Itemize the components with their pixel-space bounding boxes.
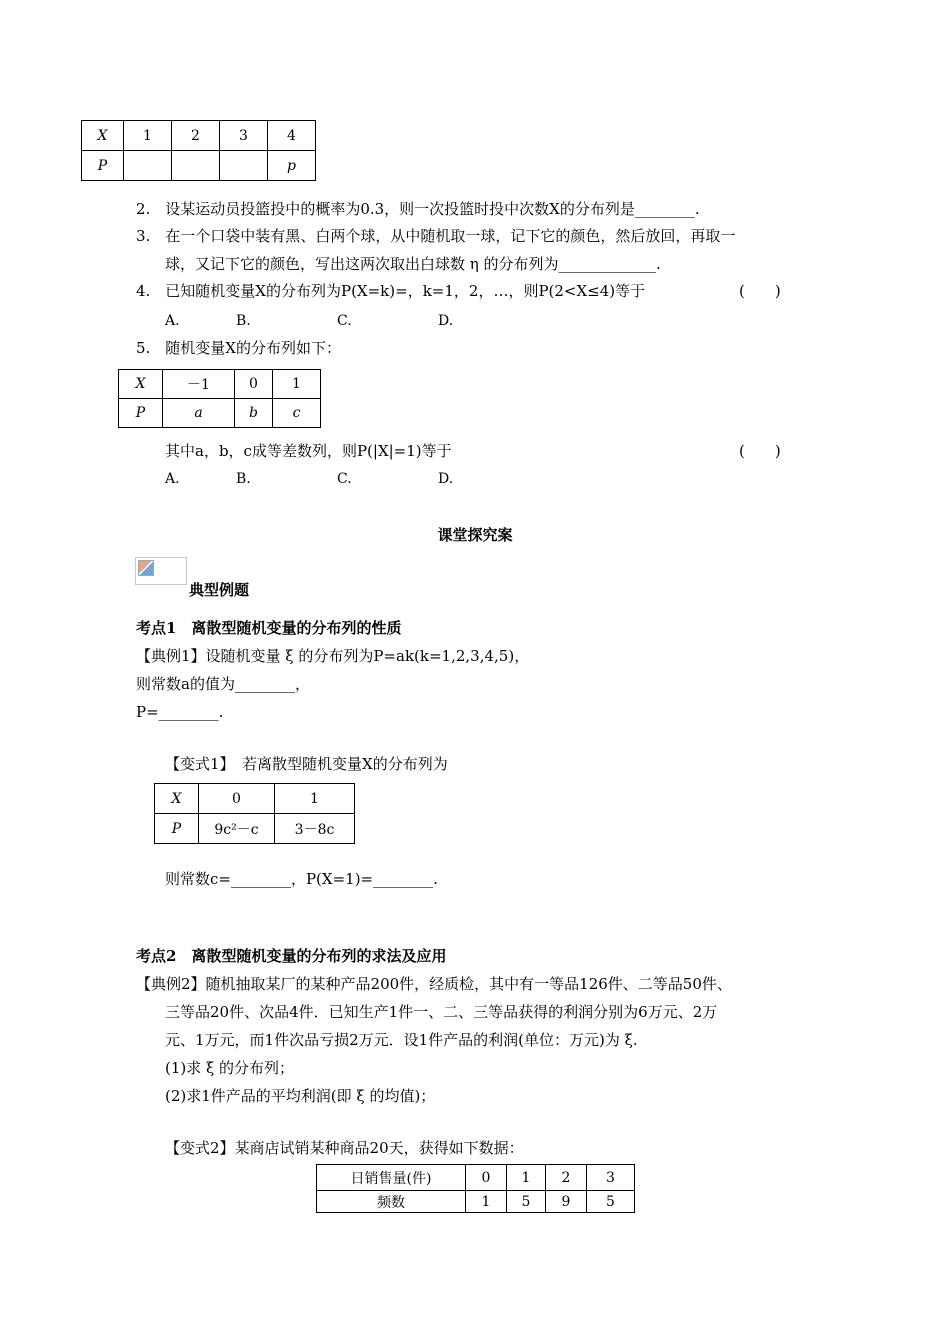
option-c: C. (337, 471, 352, 487)
question-2: 2. 设某运动员投篮投中的概率为0.3，则一次投篮时投中次数X的分布列是________. (136, 200, 700, 218)
question-4-answer-paren: ( ) (739, 282, 781, 300)
table-cell: 3 (220, 121, 268, 151)
table-cell: b (235, 399, 273, 428)
table-cell: 3－8c (275, 814, 355, 844)
example-2-line-2: 三等品20件、次品4件．已知生产1件一、二、三等品获得的利润分别为6万元、2万 (165, 1003, 718, 1021)
distribution-table-1 (81, 120, 316, 181)
table-cell: 0 (199, 784, 275, 814)
table-cell: 5 (507, 1191, 546, 1213)
table-cell: 1 (507, 1165, 546, 1191)
example-1-line-1: 【典例1】设随机变量 ξ 的分布列为P=ak(k=1,2,3,4,5)， (136, 647, 530, 665)
table-cell (220, 151, 268, 181)
key-point-1-heading: 考点1 离散型随机变量的分布列的性质 (136, 619, 402, 637)
table-cell: 1 (466, 1191, 507, 1213)
example-2-question-1: (1)求 ξ 的分布列； (165, 1059, 295, 1077)
table-cell: c (273, 399, 321, 428)
question-4: 4. 已知随机变量X的分布列为P(X=k)=，k=1，2，…，则P(2<X≤4)等于 (136, 282, 646, 300)
table-cell: X (119, 370, 163, 399)
table-cell: P (82, 151, 124, 181)
option-d: D. (438, 313, 454, 329)
distribution-table-3 (154, 783, 355, 844)
table-cell: 9 (546, 1191, 587, 1213)
option-b: B. (236, 471, 251, 487)
question-5-condition: 其中a，b，c成等差数列，则P(|X|=1)等于 (165, 442, 452, 460)
question-3-line-2: 球，又记下它的颜色，写出这两次取出白球数 η 的分布列为_____________. (165, 255, 661, 273)
table-cell: p (268, 151, 316, 181)
option-a: A. (165, 313, 180, 329)
broken-image-icon (135, 557, 187, 585)
option-a: A. (165, 471, 180, 487)
table-cell: 频数 (317, 1191, 466, 1213)
typical-examples-heading: 典型例题 (189, 581, 250, 599)
variant-2: 【变式2】某商店试销某种商品20天，获得如下数据： (165, 1139, 524, 1157)
example-2-question-2: (2)求1件产品的平均利润(即 ξ 的均值)； (165, 1087, 436, 1105)
table-cell (172, 151, 220, 181)
distribution-table-2 (118, 369, 321, 428)
variant-1-answer: 则常数c=________，P(X=1)=________. (165, 870, 438, 888)
table-cell (124, 151, 172, 181)
question-3-line-1: 3. 在一个口袋中装有黑、白两个球，从中随机取一球，记下它的颜色，然后放回，再取一 (136, 227, 736, 245)
example-1-line-2: 则常数a的值为________， (136, 675, 310, 693)
table-cell: 2 (172, 121, 220, 151)
table-cell: 1 (124, 121, 172, 151)
table-cell: P (155, 814, 199, 844)
table-cell: 3 (587, 1165, 635, 1191)
table-cell: 2 (546, 1165, 587, 1191)
option-b: B. (236, 313, 251, 329)
table-cell: 0 (466, 1165, 507, 1191)
table-cell: X (155, 784, 199, 814)
section-title: 课堂探究案 (437, 526, 513, 544)
table-cell: －1 (163, 370, 235, 399)
table-cell: 0 (235, 370, 273, 399)
table-cell: a (163, 399, 235, 428)
variant-1: 【变式1】 若离散型随机变量X的分布列为 (165, 755, 448, 773)
example-2-line-1: 【典例2】随机抽取某厂的某种产品200件，经质检，其中有一等品126件、二等品50件、 (136, 975, 732, 993)
option-c: C. (337, 313, 352, 329)
table-cell: 1 (273, 370, 321, 399)
example-1-line-3: P=________. (136, 703, 224, 721)
key-point-2-heading: 考点2 离散型随机变量的分布列的求法及应用 (136, 947, 447, 965)
table-cell: 1 (275, 784, 355, 814)
table-cell: X (82, 121, 124, 151)
table-cell: 9c²－c (199, 814, 275, 844)
option-d: D. (438, 471, 454, 487)
table-cell: 4 (268, 121, 316, 151)
question-5: 5. 随机变量X的分布列如下： (136, 339, 341, 357)
table-cell: P (119, 399, 163, 428)
example-2-line-3: 元、1万元，而1件次品亏损2万元．设1件产品的利润(单位：万元)为 ξ. (165, 1031, 638, 1049)
table-cell: 日销售量(件) (317, 1165, 466, 1191)
question-5-answer-paren: ( ) (739, 442, 781, 460)
sales-frequency-table (316, 1164, 635, 1213)
table-cell: 5 (587, 1191, 635, 1213)
